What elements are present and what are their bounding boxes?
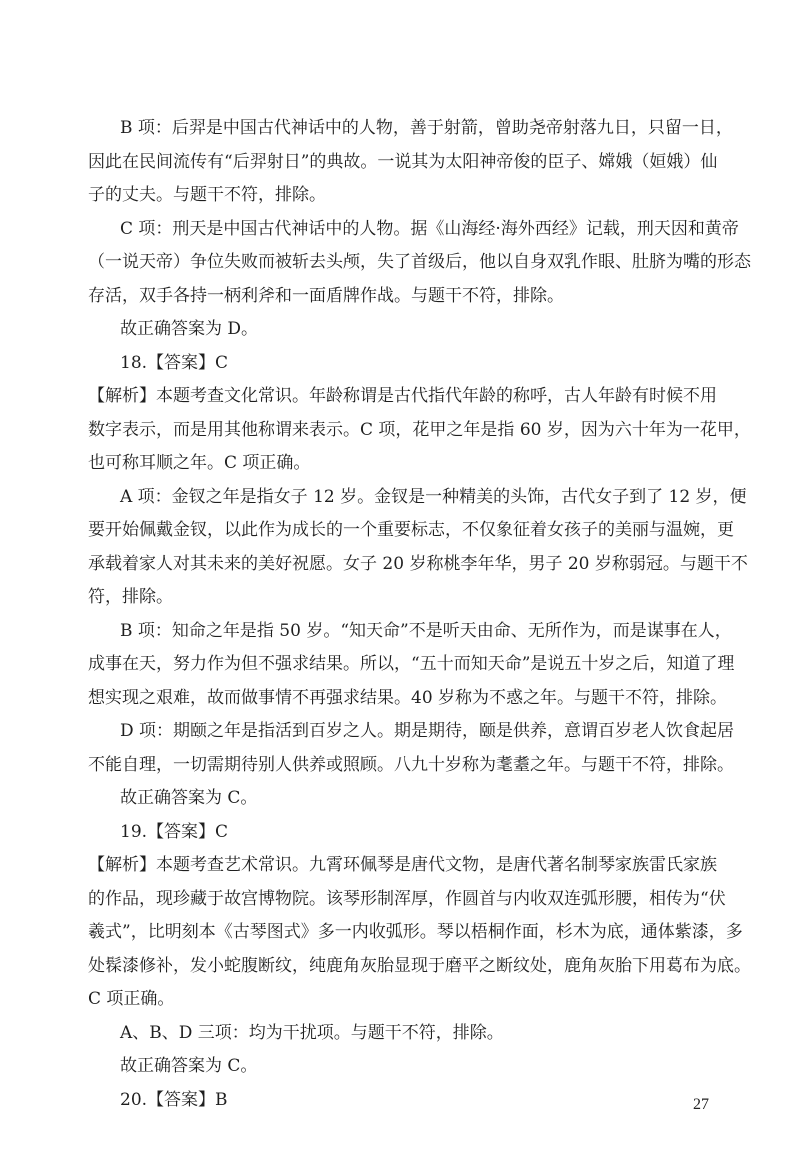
text-line: 19.【答案】C [120,821,229,842]
text-line: 【解析】本题考查文化常识。年龄称谓是古代指代年龄的称呼，古人年龄有时候不用 [88,386,717,406]
answer-explanations [0,112,800,1117]
text-line: 承载着家人对其未来的美好祝愿。女子 20 岁称桃李年华，男子 20 岁称弱冠。与题干不 [88,553,748,574]
text-line: 故正确答案为 C。 [120,788,258,808]
text-line: 处髹漆修补，发小蛇腹断纹，纯鹿角灰胎显现于磨平之断纹处，鹿角灰胎下用葛布为底。 [88,955,751,976]
paragraph-answer-d [0,313,800,347]
text-line: 也可称耳顺之年。C 项正确。 [88,453,311,473]
text-line: 符，排除。 [88,587,173,607]
paragraph-option-d-qiyi [0,715,800,782]
text-line: 20.【答案】B [120,1089,228,1110]
text-line: 因此在民间流传有“后羿射日”的典故。一说其为太阳神帝俊的臣子、嫦娥（姮娥）仙 [88,151,718,172]
paragraph-answer-c-18 [0,782,800,816]
text-line: 不能自理，一切需期待别人供养或照顾。八九十岁称为耄耋之年。与题干不符，排除。 [88,754,734,775]
page-number: 27 [693,1096,709,1113]
text-line: 故正确答案为 C。 [120,1056,258,1076]
text-line: B 项：知命之年是指 50 岁。“知天命”不是听天由命、无所作为，而是谋事在人， [120,620,732,641]
paragraph-answer-c-19 [0,1050,800,1084]
text-line: 的作品，现珍藏于故宫博物院。该琴形制浑厚，作圆首与内收双连弧形腰，相传为“伏 [88,888,726,909]
text-line: C 项：刑天是中国古代神话中的人物。据《山海经·海外西经》记载，刑天因和黄帝 [120,218,739,239]
text-line: A 项：金钗之年是指女子 12 岁。金钗是一种精美的头饰，古代女子到了 12 岁，便 [120,486,747,507]
question-20-answer-heading [0,1084,800,1118]
text-line: A、B、D 三项：均为干扰项。与题干不符，排除。 [120,1022,504,1043]
paragraph-option-b-houyi [0,112,800,213]
paragraph-option-c-xingtian [0,213,800,314]
question-18-analysis [0,380,800,481]
question-19-answer-heading [0,816,800,850]
text-line: B 项：后羿是中国古代神话中的人物，善于射箭，曾助尧帝射落九日，只留一日， [120,118,733,138]
question-19-analysis [0,849,800,1017]
text-line: （一说天帝）争位失败而被斩去头颅，失了首级后，他以自身双乳作眼、肚脐为嘴的形态 [88,252,751,272]
text-line: 子的丈夫。与题干不符，排除。 [88,185,326,205]
paragraph-options-abd [0,1017,800,1051]
text-line: D 项：期颐之年是指活到百岁之人。期是期待，颐是供养，意谓百岁老人饮食起居 [120,721,735,741]
paragraph-option-a-jinchai [0,481,800,615]
question-18-answer-heading [0,347,800,381]
text-line: 【解析】本题考查艺术常识。九霄环佩琴是唐代文物，是唐代著名制琴家族雷氏家族 [88,855,717,875]
text-line: 想实现之艰难，故而做事情不再强求结果。40 岁称为不惑之年。与题干不符，排除。 [88,687,728,708]
text-line: 数字表示，而是用其他称谓来表示。C 项，花甲之年是指 60 岁，因为六十年为一花甲， [88,419,751,440]
paragraph-option-b-zhiming [0,615,800,716]
text-line: 存活，双手各持一柄利斧和一面盾牌作战。与题干不符，排除。 [88,285,564,306]
text-line: 故正确答案为 D。 [120,319,259,339]
text-line: 羲式”，比明刻本《古琴图式》多一内收弧形。琴以梧桐作面，杉木为底，通体紫漆，多 [88,922,743,942]
text-line: C 项正确。 [88,989,175,1009]
text-line: 18.【答案】C [120,352,229,373]
text-line: 成事在天，努力作为但不强求结果。所以，“五十而知天命”是说五十岁之后，知道了理 [88,654,735,674]
text-line: 要开始佩戴金钗，以此作为成长的一个重要标志，不仅象征着女孩子的美丽与温婉，更 [88,520,734,540]
